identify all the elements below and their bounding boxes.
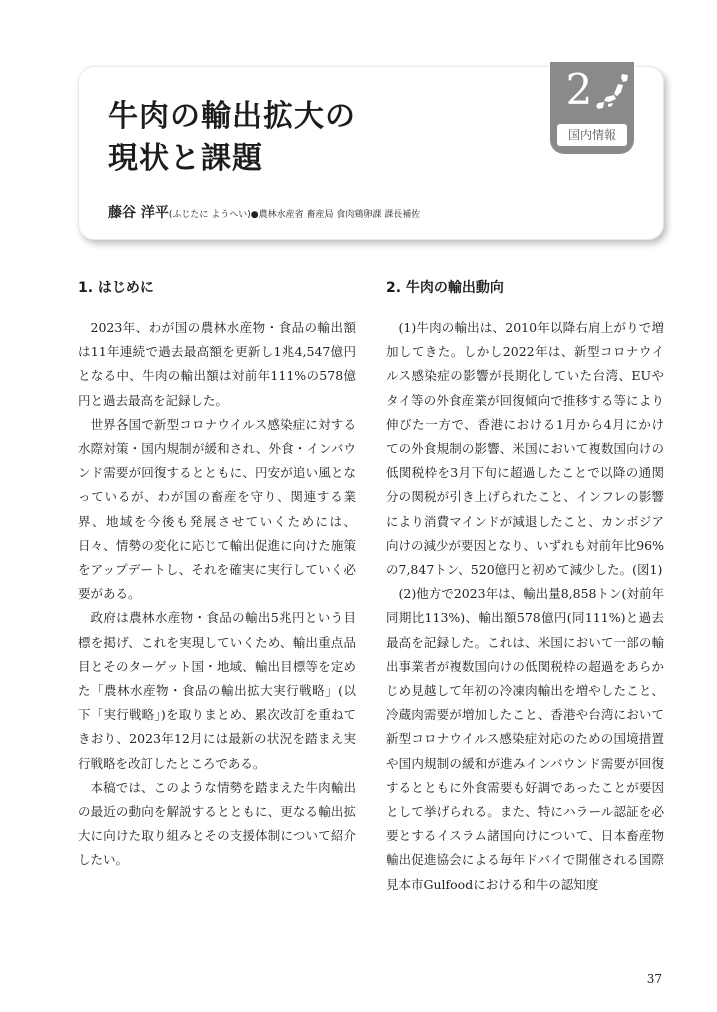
paragraph: 世界各国で新型コロナウイルス感染症に対する水際対策・国内規制が緩和され、外食・インバウンド需要が回復するとともに、円安が追い風となっているが、わが国の畜産を守り、関連する業界、地域を今後も発展させていくためには、日々、情勢の変化に応じて輸出促進に向けた施策をアップデートし、それを確実に実行していく必要がある。 (78, 416, 356, 602)
paragraph: 2023年、わが国の農林水産物・食品の輸出額は11年連続で過去最高額を更新し1兆4,547億円となる中、牛肉の輸出額は対前年111%の578億円と過去最高を記録した。 (78, 320, 356, 408)
article-title (108, 96, 528, 180)
section-heading-introduction: 1. はじめに (78, 280, 154, 296)
paragraph: (2)他方で2023年は、輸出量8,858トン(対前年同期比113%)、輸出額578億円(同111%)と過去最高を記録した。これは、米国において一部の輸出事業者が複数国向けの低関税枠の超過をあらかじめ見越して年初の冷凍肉輸出を増やしたこと、冷蔵肉需要が増加したこと、香港や台湾において新型コロナウイルス感染症対応のための国境措置や国内規制の緩和が進みインバウンド需要が回復するとともに外食需要も好調であったことが要因として挙げられる。また、特にハラール認証を必要とするイスラム諸国向けについて、日本畜産物輸出促進協会による毎年ドバイで開催される国際見本市Gulfoodにおける和牛の認知度 (386, 586, 664, 892)
section-badge (550, 62, 634, 154)
article-title-line-2: 現状と課題 (108, 141, 263, 176)
section-label: 国内情報 (557, 124, 627, 146)
section-heading-export-trends: 2. 牛肉の輸出動向 (386, 280, 504, 296)
paragraph: (1)牛肉の輸出は、2010年以降右肩上がりで増加してきた。しかし2022年は、新型コロナウイルス感染症の影響が長期化していた台湾、EUやタイ等の外食産業が回復傾向で推移する等により伸びた一方で、香港における1月から4月にかけての外食規制の影響、米国において複数国向けの低関税枠を3月下旬に超過したことで以降の通関分の関税が引き上げられたこと、インフレの影響により消費マインドが減退したこと、カンボジア向けの減少が要因となり、いずれも対前年比96%の7,847トン、520億円と初めて減少した。(図1) (386, 320, 664, 578)
article-title-line-1: 牛肉の輸出拡大の (108, 99, 356, 134)
left-column (78, 278, 356, 873)
right-column (386, 278, 664, 897)
paragraph: 政府は農林水産物・食品の輸出5兆円という目標を掲げ、これを実現していくため、輸出重点品目とそのターゲット国・地域、輸出目標等を定めた「農林水産物・食品の輸出拡大実行戦略」(以下「実行戦略」)を取りまとめ、累次改訂を重ねてきおり、2023年12月には最新の状況を踏まえ実行戦略を改訂したところである。 (78, 610, 356, 771)
paragraph: 本稿では、このような情勢を踏まえた牛肉輸出の最近の動向を解説するとともに、更なる輸出拡大に向けた取り組みとその支援体制について紹介したい。 (78, 779, 356, 868)
author-reading: (ふじたに ようへい) (168, 210, 251, 220)
author-byline (108, 202, 420, 222)
japan-map-icon (594, 72, 630, 112)
section-number: 2 (565, 65, 593, 114)
page-number: 37 (646, 972, 662, 986)
author-name: 藤谷 洋平 (108, 205, 169, 221)
author-affiliation: ●農林水産省 畜産局 食肉鶏卵課 課長補佐 (250, 210, 421, 220)
